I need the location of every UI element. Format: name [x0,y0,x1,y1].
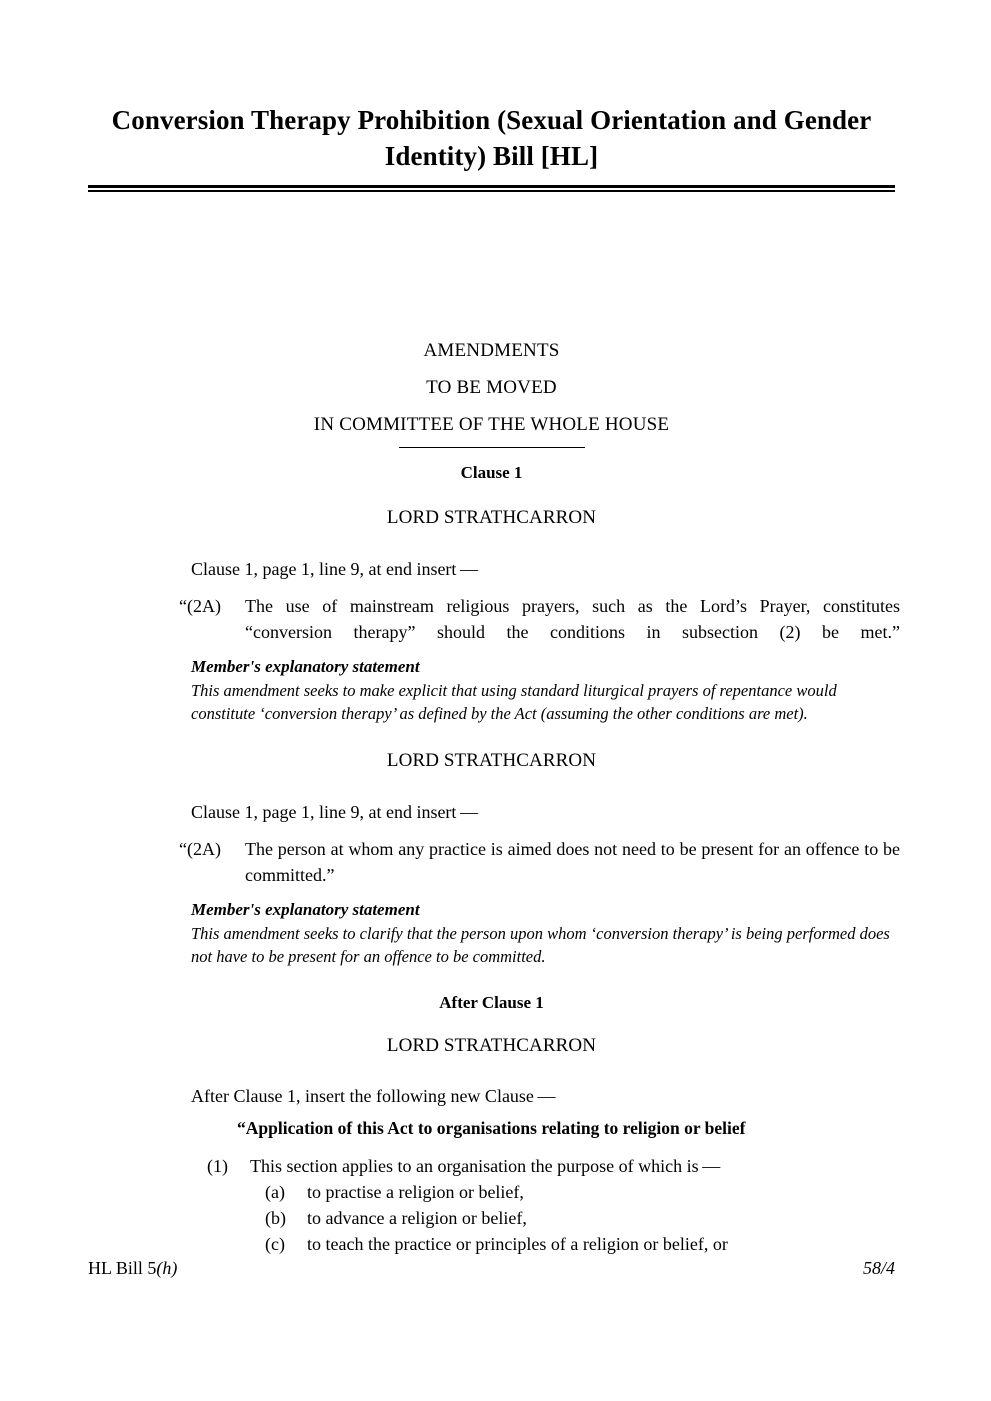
footer-bill-suffix: (h) [156,1258,178,1278]
heading-divider-rule [399,447,585,448]
subsection-marker-1: (1) [207,1156,228,1176]
amendment-body-2: The person at whom any practice is aimed does not need to be present for an offence to be committed.” [245,839,900,885]
list-text-b: to advance a religion or belief, [307,1208,527,1228]
footer-bill-label: HL Bill 5 [88,1258,157,1278]
explanatory-title-1: Member's explanatory statement [191,657,420,676]
explanatory-body-2: This amendment seeks to clarify that the person upon whom ‘conversion therapy’ is being performed does not have to be present for an offence to be committed. [191,923,890,966]
list-marker-a: (a) [265,1182,285,1202]
member-name-amendment-3: LORD STRATHCARRON [386,1035,597,1056]
amendment-marker-1: “(2A) [179,596,221,616]
amendments-heading-group [88,341,895,448]
title-double-rule [88,185,895,192]
subsection-1 [207,1154,900,1180]
explanatory-statement-1 [191,655,900,725]
list-item-a [265,1180,900,1206]
amendment-lead-3: After Clause 1, insert the following new Clause — [191,1086,556,1106]
list-marker-c: (c) [265,1234,285,1254]
member-name-amendment-1: LORD STRATHCARRON [386,507,597,528]
heading-to-be-moved: TO BE MOVED [426,377,557,398]
list-text-c: to teach the practice or principles of a religion or belief, or [307,1234,728,1254]
page-footer [88,1258,895,1279]
explanatory-body-1: This amendment seeks to make explicit that using standard liturgical prayers of repentance would constitute ‘conversion therapy’ as defined by the Act (assuming the other conditions are met). [191,680,837,723]
new-clause-title: “Application of this Act to organisations relating to religion or belief [237,1118,746,1138]
subsection-text-1: This section applies to an organisation the purpose of which is — [250,1156,721,1176]
list-marker-b: (b) [265,1208,286,1228]
page-title: Conversion Therapy Prohibition (Sexual Orientation and Gender Identity) Bill [HL] [111,105,872,171]
explanatory-statement-2 [191,898,900,968]
footer-bill-number [88,1258,177,1279]
rule-thin [88,190,895,192]
amendment-lead-2: Clause 1, page 1, line 9, at end insert — [191,802,479,822]
list-item-c [265,1232,900,1258]
heading-amendments: AMENDMENTS [423,340,560,361]
footer-page-reference: 58/4 [862,1258,895,1278]
list-text-a: to practise a religion or belief, [307,1182,524,1202]
section-heading-after-clause-1: After Clause 1 [439,993,544,1012]
heading-in-committee: IN COMMITTEE OF THE WHOLE HOUSE [313,414,670,435]
member-name-amendment-2: LORD STRATHCARRON [386,750,597,771]
amendment-body-1: The use of mainstream religious prayers, such as the Lord’s Prayer, constitutes “conversion therapy” should the conditions in subsection (2) be met.” [245,596,900,642]
amendment-lead-1: Clause 1, page 1, line 9, at end insert — [191,559,479,579]
section-heading-clause-1: Clause 1 [460,463,523,482]
amendment-marker-2: “(2A) [179,839,221,859]
list-item-b [265,1206,900,1232]
explanatory-title-2: Member's explanatory statement [191,900,420,919]
title-block [88,103,895,192]
